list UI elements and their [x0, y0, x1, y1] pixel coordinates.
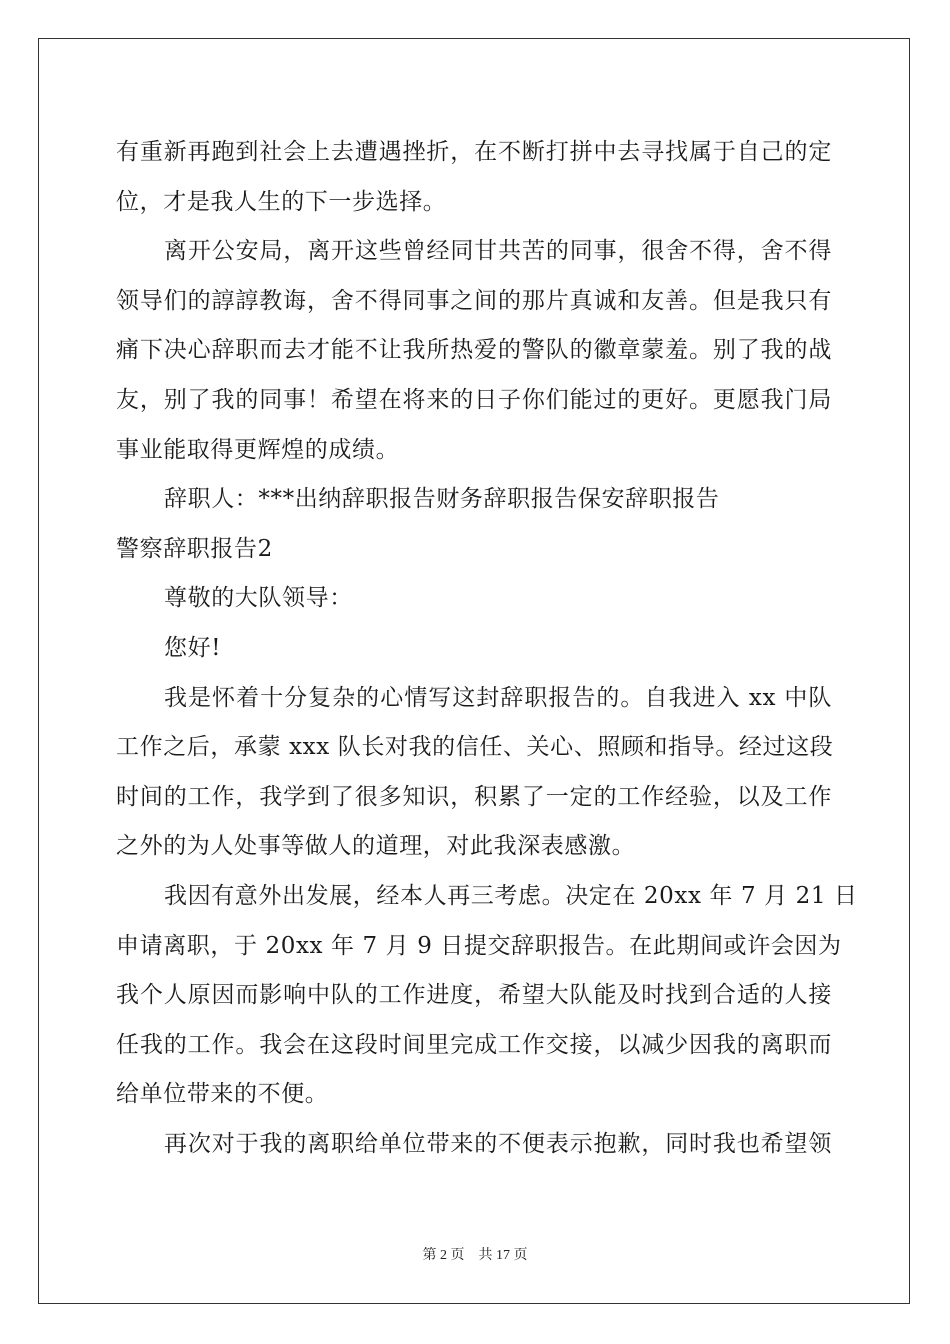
signature-line: 辞职人：***出纳辞职报告财务辞职报告保安辞职报告: [164, 486, 720, 513]
greeting: 您好!: [164, 634, 222, 661]
text-line-18: 我个人原因而影响中队的工作进度，希望大队能及时找到合适的人接: [116, 982, 832, 1009]
text-line-17: 申请离职，于 20xx 年 7 月 9 日提交辞职报告。在此期间或许会因为: [116, 932, 842, 959]
text-line-2: 位，才是我人生的下一步选择。: [116, 188, 447, 215]
page-number: 第 2 页: [422, 1248, 465, 1263]
text-line-3: 离开公安局，离开这些曾经同甘共苦的同事，很舍不得，舍不得: [164, 238, 832, 265]
text-line-6: 友，别了我的同事！希望在将来的日子你们能过的更好。更愿我门局: [116, 386, 832, 413]
page-footer: [0, 1244, 950, 1264]
text-line-14: 时间的工作，我学到了很多知识，积累了一定的工作经验，以及工作: [116, 783, 832, 810]
text-line-20: 给单位带来的不便。: [116, 1081, 329, 1108]
text-line-12: 我是怀着十分复杂的心情写这封辞职报告的。自我进入 xx 中队: [164, 684, 832, 711]
text-line-16: 我因有意外出发展，经本人再三考虑。决定在 20xx 年 7 月 21 日: [164, 882, 858, 909]
text-line-4: 领导们的諄諄教诲，舍不得同事之间的那片真诚和友善。但是我只有: [116, 287, 832, 314]
salutation: 尊敬的大队领导：: [164, 585, 353, 612]
text-line-5: 痛下决心辞职而去才能不让我所热爱的警队的徽章蒙羞。别了我的战: [116, 337, 832, 364]
document-body: [116, 128, 858, 1169]
text-line-1: 有重新再跑到社会上去遭遇挫折，在不断打拼中去寻找属于自己的定: [116, 139, 832, 165]
section-heading: 警察辞职报告2: [116, 535, 273, 562]
text-line-13: 工作之后，承蒙 xxx 队长对我的信任、关心、照顾和指导。经过这段: [116, 734, 834, 761]
page-total: 共 17 页: [478, 1248, 528, 1263]
text-line-21: 再次对于我的离职给单位带来的不便表示抱歉，同时我也希望领: [164, 1130, 832, 1157]
text-line-7: 事业能取得更辉煌的成绩。: [116, 436, 400, 463]
text-line-15: 之外的为人处事等做人的道理，对此我深表感激。: [116, 833, 636, 860]
text-line-19: 任我的工作。我会在这段时间里完成工作交接，以减少因我的离职而: [116, 1031, 832, 1058]
